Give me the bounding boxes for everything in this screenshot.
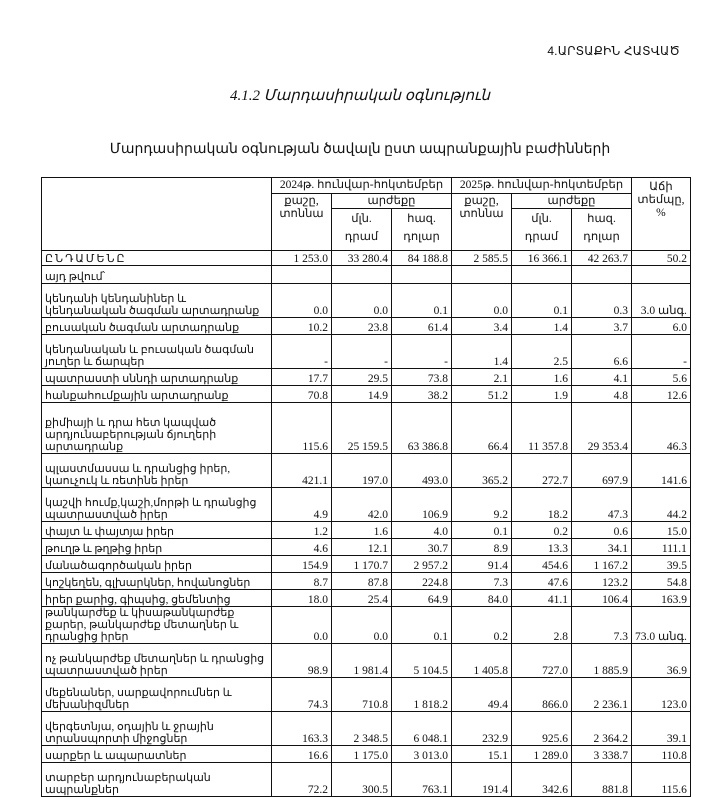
cell-d24: 710.8 xyxy=(332,678,392,712)
cell-w24: 10.2 xyxy=(272,318,332,335)
row-category: բուսական ծագման արտադրանք xyxy=(42,318,272,335)
cell-u24: 84 188.8 xyxy=(392,251,452,266)
cell-u24: 493.0 xyxy=(392,454,452,488)
row-category: հանքահումքային արտադրանք xyxy=(42,386,272,403)
cell-d25: 1.6 xyxy=(512,369,572,386)
row-category: վերգետնյա, օդային և ջրային տրանսպորտի միջոցներ xyxy=(42,712,272,746)
table-row xyxy=(42,318,691,335)
cell-d25: 2.8 xyxy=(512,607,572,644)
cell-w25 xyxy=(452,266,512,284)
cell-d24: 1 981.4 xyxy=(332,644,392,678)
cell-d25: 16 366.1 xyxy=(512,251,572,266)
cell-u24: 1 818.2 xyxy=(392,678,452,712)
table-row xyxy=(42,454,691,488)
cell-u25: 6.6 xyxy=(572,335,632,369)
row-category: մանածագործական իրեր xyxy=(42,556,272,573)
cell-w25: 49.4 xyxy=(452,678,512,712)
cell-u25: 4.8 xyxy=(572,386,632,403)
table-row xyxy=(42,573,691,590)
header-weight-2024: քաշը, տոննա xyxy=(272,194,332,251)
cell-w25: 2.1 xyxy=(452,369,512,386)
chapter-heading: 4.ԱՐՏԱՔԻՆ ՀԱՏՎԱԾ xyxy=(547,44,680,58)
cell-g: 39.5 xyxy=(632,556,691,573)
cell-w24: 1.2 xyxy=(272,522,332,539)
humanitarian-aid-table xyxy=(41,177,691,797)
cell-d25: 272.7 xyxy=(512,454,572,488)
cell-u24: 63 386.8 xyxy=(392,403,452,454)
cell-d24: 25 159.5 xyxy=(332,403,392,454)
cell-u24: 4.0 xyxy=(392,522,452,539)
row-category: քիմիայի և դրա հետ կապված արդյունաբերության ճյուղերի արտադրանք xyxy=(42,403,272,454)
cell-d24: 2 348.5 xyxy=(332,712,392,746)
cell-d25: 47.6 xyxy=(512,573,572,590)
row-category: սարքեր և ապարատներ xyxy=(42,746,272,763)
cell-d25: 0.2 xyxy=(512,522,572,539)
cell-u24: 30.7 xyxy=(392,539,452,556)
cell-w25: 191.4 xyxy=(452,763,512,797)
row-category: կենդանի կենդանիներ և կենդանական ծագման արտադրանք xyxy=(42,284,272,318)
cell-u24: 5 104.5 xyxy=(392,644,452,678)
table-row xyxy=(42,386,691,403)
table-row xyxy=(42,712,691,746)
cell-u25: 47.3 xyxy=(572,488,632,522)
row-category: այդ թվում՝ xyxy=(42,266,272,284)
row-category: իրեր քարից, գիպսից, ցեմենտից xyxy=(42,590,272,607)
cell-u24: 73.8 xyxy=(392,369,452,386)
header-weight-2025: քաշը, տոննա xyxy=(452,194,512,251)
cell-u25: 123.2 xyxy=(572,573,632,590)
cell-d24: 12.1 xyxy=(332,539,392,556)
table-row xyxy=(42,644,691,678)
row-category: ոչ թանկարժեք մետաղներ և դրանցից պատրաստված իրեր xyxy=(42,644,272,678)
cell-g: 5.6 xyxy=(632,369,691,386)
cell-g: 115.6 xyxy=(632,763,691,797)
cell-d25: 727.0 xyxy=(512,644,572,678)
cell-w24: 17.7 xyxy=(272,369,332,386)
cell-u24: 2 957.2 xyxy=(392,556,452,573)
row-category: տարբեր արդյունաբերական ապրանքներ xyxy=(42,763,272,797)
table-row xyxy=(42,266,691,284)
cell-u25: 881.8 xyxy=(572,763,632,797)
cell-g: 50.2 xyxy=(632,251,691,266)
cell-d25: 2.5 xyxy=(512,335,572,369)
cell-u25: 7.3 xyxy=(572,607,632,644)
cell-g: - xyxy=(632,335,691,369)
cell-d24: 1 175.0 xyxy=(332,746,392,763)
cell-w25: 2 585.5 xyxy=(452,251,512,266)
cell-w24: 16.6 xyxy=(272,746,332,763)
cell-u24: 3 013.0 xyxy=(392,746,452,763)
cell-g: 141.6 xyxy=(632,454,691,488)
row-category: պլաստմասսա և դրանցից իրեր, կաուչուկ և ռետինե իրեր xyxy=(42,454,272,488)
row-category: թանկարժեք և կիսաթանկարժեք քարեր, թանկարժեք մետաղներ և դրանցից իրեր xyxy=(42,607,272,644)
cell-u24: 0.1 xyxy=(392,284,452,318)
cell-w24: 154.9 xyxy=(272,556,332,573)
cell-w25: 0.2 xyxy=(452,607,512,644)
table-row xyxy=(42,335,691,369)
table-row xyxy=(42,522,691,539)
cell-g: 3.0 անգ. xyxy=(632,284,691,318)
cell-w25: 0.0 xyxy=(452,284,512,318)
cell-g: 12.6 xyxy=(632,386,691,403)
cell-w25: 66.4 xyxy=(452,403,512,454)
table-row xyxy=(42,607,691,644)
cell-w25: 3.4 xyxy=(452,318,512,335)
row-category: ԸՆԴԱՄԵՆԸ xyxy=(42,251,272,266)
row-category: մեքենաներ, սարքավորումներ և մեխանիզմներ xyxy=(42,678,272,712)
cell-u24 xyxy=(392,266,452,284)
cell-u24: 38.2 xyxy=(392,386,452,403)
cell-d25: 342.6 xyxy=(512,763,572,797)
section-title: 4.1.2 Մարդասիրական օգնություն xyxy=(229,88,491,104)
table-row xyxy=(42,488,691,522)
cell-u25: 3 338.7 xyxy=(572,746,632,763)
table-body xyxy=(42,251,691,797)
cell-u25: 4.1 xyxy=(572,369,632,386)
cell-u25: 34.1 xyxy=(572,539,632,556)
cell-u25: 0.3 xyxy=(572,284,632,318)
cell-w25: 51.2 xyxy=(452,386,512,403)
cell-u24: 763.1 xyxy=(392,763,452,797)
cell-d25: 18.2 xyxy=(512,488,572,522)
cell-g xyxy=(632,266,691,284)
table-title: Մարդասիրական օգնության ծավալն ըստ ապրանքային բաժինների xyxy=(109,142,611,157)
cell-u25: 2 364.2 xyxy=(572,712,632,746)
cell-w25: 9.2 xyxy=(452,488,512,522)
cell-w25: 1 405.8 xyxy=(452,644,512,678)
header-period-2024: 2024թ. հունվար-հոկտեմբեր xyxy=(272,178,452,194)
cell-w24: 72.2 xyxy=(272,763,332,797)
cell-g: 123.0 xyxy=(632,678,691,712)
cell-w24: 4.9 xyxy=(272,488,332,522)
cell-w24: 70.8 xyxy=(272,386,332,403)
cell-d24: 25.4 xyxy=(332,590,392,607)
cell-d24: 197.0 xyxy=(332,454,392,488)
row-category: փայտ և փայտյա իրեր xyxy=(42,522,272,539)
cell-u25: 1 167.2 xyxy=(572,556,632,573)
row-category: թուղթ և թղթից իրեր xyxy=(42,539,272,556)
table-row xyxy=(42,746,691,763)
cell-u25: 106.4 xyxy=(572,590,632,607)
cell-d25: 454.6 xyxy=(512,556,572,573)
cell-d24: 29.5 xyxy=(332,369,392,386)
cell-u25: 697.9 xyxy=(572,454,632,488)
table-header xyxy=(42,178,691,251)
cell-u25: 1 885.9 xyxy=(572,644,632,678)
cell-g: 46.3 xyxy=(632,403,691,454)
header-mln-dram-2025: մլն. դրամ xyxy=(512,209,572,251)
cell-u25: 3.7 xyxy=(572,318,632,335)
cell-g: 110.8 xyxy=(632,746,691,763)
cell-d25: 0.1 xyxy=(512,284,572,318)
cell-d25: 1.9 xyxy=(512,386,572,403)
header-th-usd-2024: հազ. դոլար xyxy=(392,209,452,251)
cell-w25: 232.9 xyxy=(452,712,512,746)
cell-g: 163.9 xyxy=(632,590,691,607)
cell-d24: 23.8 xyxy=(332,318,392,335)
header-growth: Աճի տեմպը, % xyxy=(632,178,691,251)
cell-u24: 64.9 xyxy=(392,590,452,607)
cell-g: 44.2 xyxy=(632,488,691,522)
header-value-2025: արժեքը xyxy=(512,194,632,209)
row-category: կաշվի հումք,կաշի,մորթի և դրանցից պատրաստված իրեր xyxy=(42,488,272,522)
cell-w25: 7.3 xyxy=(452,573,512,590)
cell-d25: 866.0 xyxy=(512,678,572,712)
cell-d25: 13.3 xyxy=(512,539,572,556)
cell-w24: 163.3 xyxy=(272,712,332,746)
cell-u25: 42 263.7 xyxy=(572,251,632,266)
row-category: պատրաստի սննդի արտադրանք xyxy=(42,369,272,386)
cell-u25: 2 236.1 xyxy=(572,678,632,712)
cell-d25: 925.6 xyxy=(512,712,572,746)
cell-w24: 98.9 xyxy=(272,644,332,678)
total-row xyxy=(42,251,691,266)
cell-d24: 14.9 xyxy=(332,386,392,403)
cell-w24: 0.0 xyxy=(272,607,332,644)
cell-u25: 29 353.4 xyxy=(572,403,632,454)
cell-d24: 33 280.4 xyxy=(332,251,392,266)
cell-u24: 0.1 xyxy=(392,607,452,644)
header-th-usd-2025: հազ. դոլար xyxy=(572,209,632,251)
table-row xyxy=(42,284,691,318)
cell-w24: 74.3 xyxy=(272,678,332,712)
cell-g: 15.0 xyxy=(632,522,691,539)
cell-d25: 11 357.8 xyxy=(512,403,572,454)
table-row xyxy=(42,590,691,607)
cell-u24: 6 048.1 xyxy=(392,712,452,746)
header-value-2024: արժեքը xyxy=(332,194,452,209)
cell-w24: 4.6 xyxy=(272,539,332,556)
cell-d25: 1.4 xyxy=(512,318,572,335)
cell-w25: 1.4 xyxy=(452,335,512,369)
cell-w24: 0.0 xyxy=(272,284,332,318)
cell-w24: 18.0 xyxy=(272,590,332,607)
cell-d24: 1.6 xyxy=(332,522,392,539)
table-row xyxy=(42,556,691,573)
cell-u24: 224.8 xyxy=(392,573,452,590)
row-category: կենդանական և բուսական ծագման յուղեր և ճարպեր xyxy=(42,335,272,369)
cell-w24: 115.6 xyxy=(272,403,332,454)
cell-g: 111.1 xyxy=(632,539,691,556)
cell-d24: 0.0 xyxy=(332,607,392,644)
table-row xyxy=(42,539,691,556)
cell-w24: 1 253.0 xyxy=(272,251,332,266)
header-period-2025: 2025թ. հունվար-հոկտեմբեր xyxy=(452,178,632,194)
cell-d25: 1 289.0 xyxy=(512,746,572,763)
cell-w25: 0.1 xyxy=(452,522,512,539)
cell-d24 xyxy=(332,266,392,284)
cell-w24: 8.7 xyxy=(272,573,332,590)
cell-u24: 106.9 xyxy=(392,488,452,522)
cell-d24: 0.0 xyxy=(332,284,392,318)
cell-w25: 365.2 xyxy=(452,454,512,488)
table-row xyxy=(42,763,691,797)
cell-d24: 42.0 xyxy=(332,488,392,522)
table-row xyxy=(42,369,691,386)
cell-d25: 41.1 xyxy=(512,590,572,607)
cell-u25 xyxy=(572,266,632,284)
row-category: կոշկեղեն, գլխարկներ, հովանոցներ xyxy=(42,573,272,590)
header-mln-dram-2024: մլն. դրամ xyxy=(332,209,392,251)
cell-u25: 0.6 xyxy=(572,522,632,539)
cell-g: 39.1 xyxy=(632,712,691,746)
cell-d25 xyxy=(512,266,572,284)
cell-u24: 61.4 xyxy=(392,318,452,335)
table-row xyxy=(42,403,691,454)
cell-w25: 8.9 xyxy=(452,539,512,556)
cell-g: 73.0 անգ. xyxy=(632,607,691,644)
cell-w25: 15.1 xyxy=(452,746,512,763)
header-category xyxy=(42,178,272,251)
cell-d24: 300.5 xyxy=(332,763,392,797)
cell-w24 xyxy=(272,266,332,284)
cell-w25: 91.4 xyxy=(452,556,512,573)
table-row xyxy=(42,678,691,712)
cell-d24: - xyxy=(332,335,392,369)
cell-w25: 84.0 xyxy=(452,590,512,607)
cell-g: 6.0 xyxy=(632,318,691,335)
cell-d24: 1 170.7 xyxy=(332,556,392,573)
cell-g: 36.9 xyxy=(632,644,691,678)
cell-u24: - xyxy=(392,335,452,369)
cell-g: 54.8 xyxy=(632,573,691,590)
cell-w24: 421.1 xyxy=(272,454,332,488)
cell-w24: - xyxy=(272,335,332,369)
cell-d24: 87.8 xyxy=(332,573,392,590)
